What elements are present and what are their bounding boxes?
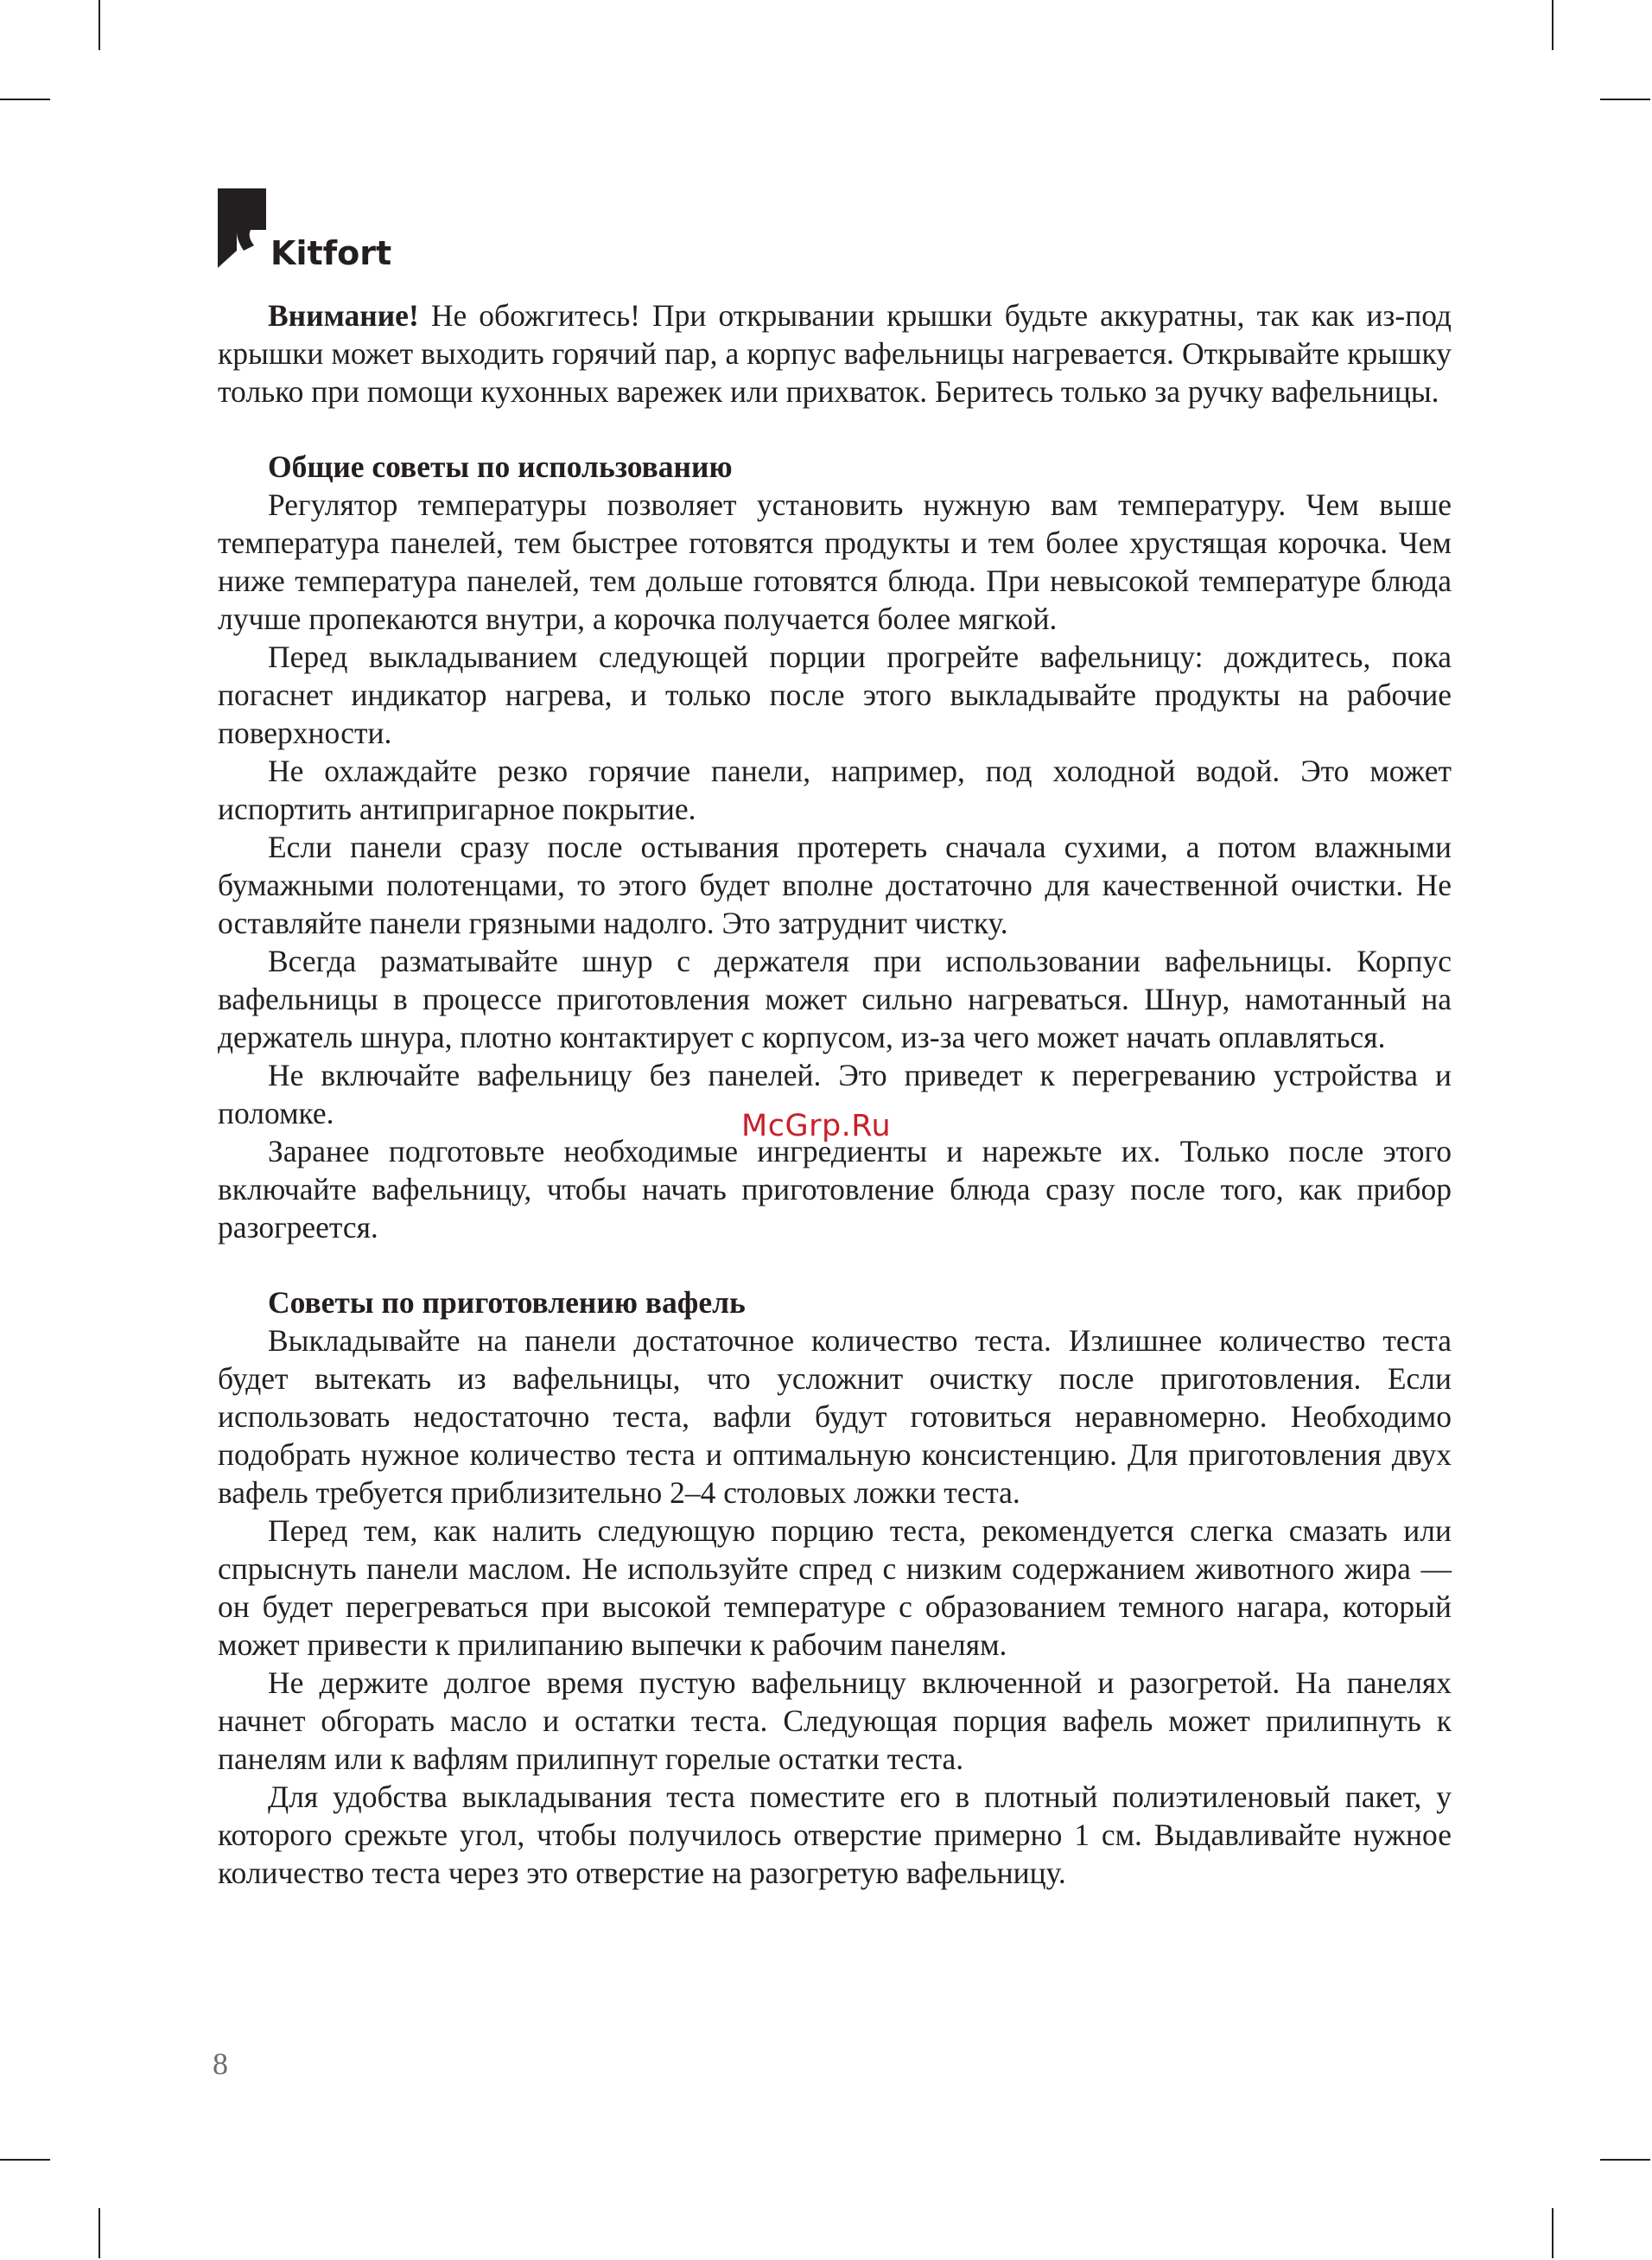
warning-label: Внимание! bbox=[268, 298, 419, 333]
section-heading-general-tips: Общие советы по использованию bbox=[268, 449, 733, 484]
crop-mark-left-bottom bbox=[0, 2159, 50, 2161]
paragraph: Всегда разматывайте шнур с держателя при использовании вафельницы. Корпус вафельницы в процессе приготовления может сильно нагреваться. Шнур, намотанный на держатель шнура, плотно контактирует с корпусом, из-за чего может начать оплавляться. bbox=[218, 944, 1452, 1054]
paragraph: Выкладывайте на панели достаточное количество теста. Излишнее количество теста будет вытекать из вафельницы, что усложнит очистку после приготовления. Если использовать недостаточно теста, вафли будут готовиться неравномерно. Необходимо подобрать нужное количество теста и оптимальную консистенцию. Для приготовления двух вафель требуется приблизительно 2–4 столовых ложки теста. bbox=[218, 1323, 1452, 1510]
paragraph: Не держите долгое время пустую вафельницу включенной и разогретой. На панелях начнет обгорать масло и остатки теста. Следующая порция вафель может прилипнуть к панелям или к вафлям прилипнут горелые остатки теста. bbox=[218, 1665, 1452, 1776]
crop-mark-bottom-right bbox=[1552, 2208, 1554, 2258]
brand-logo bbox=[218, 188, 392, 272]
spacer bbox=[218, 1246, 1452, 1283]
page-content bbox=[218, 296, 1452, 1892]
crop-mark-right-top bbox=[1600, 99, 1650, 100]
crop-mark-right-bottom bbox=[1600, 2159, 1650, 2161]
crop-mark-bottom-left bbox=[98, 2208, 100, 2258]
section-heading-waffle-tips: Советы по приготовлению вафель bbox=[268, 1285, 746, 1320]
paragraph: Перед тем, как налить следующую порцию теста, рекомендуется слегка смазать или спрыснуть панели маслом. Не используйте спред с низким содержанием животного жира — он будет перегреваться при высокой температуре с образованием темного нагара, который может привести к прилипанию выпечки к рабочим панелям. bbox=[218, 1513, 1452, 1662]
paragraph: Перед выкладыванием следующей порции прогрейте вафельницу: дождитесь, пока погаснет индикатор нагрева, и только после этого выкладывайте продукты на рабочие поверхности. bbox=[218, 640, 1452, 750]
paragraph: Заранее подготовьте необходимые ингредиенты и нарежьте их. Только после этого включайте вафельницу, чтобы начать приготовление блюда сразу после того, как прибор разогреется. bbox=[218, 1134, 1452, 1245]
paragraph: Не охлаждайте резко горячие панели, например, под холодной водой. Это может испортить антипригарное покрытие. bbox=[218, 754, 1452, 826]
kitfort-logo-icon bbox=[218, 188, 266, 268]
crop-mark-top-left bbox=[98, 0, 100, 50]
watermark: McGrp.Ru bbox=[741, 1109, 892, 1143]
brand-name: Kitfort bbox=[270, 234, 392, 272]
warning-paragraph bbox=[218, 296, 1452, 411]
paragraph: Для удобства выкладывания теста поместите его в плотный полиэтиленовый пакет, у которого срежьте угол, чтобы получилось отверстие примерно 1 см. Выдавливайте нужное количество теста через это отверстие на разогретую вафельницу. bbox=[218, 1779, 1452, 1890]
warning-text: Не обожгитесь! При открывании крышки будьте аккуратны, так как из-под крышки может выходить горячий пар, а корпус вафельницы нагревается. Открывайте крышку только при помощи кухонных варежек или прихваток. Беритесь только за ручку вафельницы. bbox=[218, 298, 1452, 409]
crop-mark-left-top bbox=[0, 99, 50, 100]
paragraph: Не включайте вафельницу без панелей. Это приведет к перегреванию устройства и поломке. bbox=[218, 1058, 1452, 1130]
paragraph: Регулятор температуры позволяет установить нужную вам температуру. Чем выше температура панелей, тем быстрее готовятся продукты и тем более хрустящая корочка. Чем ниже температура панелей, тем дольше готовятся блюда. При невысокой температуре блюда лучше пропекаются внутри, а корочка получается более мягкой. bbox=[218, 487, 1452, 636]
paragraph: Если панели сразу после остывания протереть сначала сухими, а потом влажными бумажными полотенцами, то этого будет вполне достаточно для качественной очистки. Не оставляйте панели грязными надолго. Это затруднит чистку. bbox=[218, 830, 1452, 940]
page-number: 8 bbox=[213, 2047, 228, 2081]
spacer bbox=[218, 411, 1452, 448]
crop-mark-top-right bbox=[1552, 0, 1554, 50]
